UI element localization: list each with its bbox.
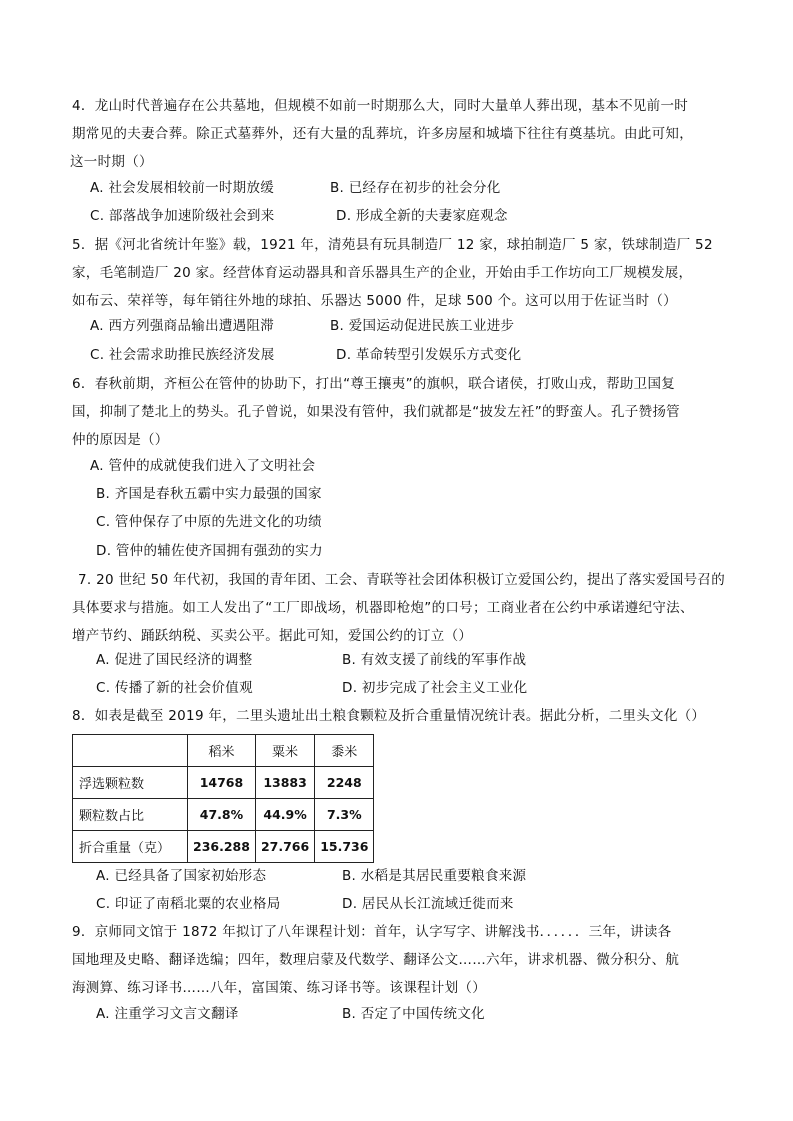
question-8-option-c[interactable]: C. 印证了南稻北粟的农业格局 (96, 896, 281, 912)
question-9-option-a[interactable]: A. 注重学习文言文翻译 (96, 1006, 239, 1022)
table-cell: 27.766 (255, 831, 314, 863)
table-row-label: 颗粒数占比 (73, 799, 188, 831)
question-8-stem (72, 702, 732, 730)
table-cell: 7.3% (315, 799, 374, 831)
question-8-option-b[interactable]: B. 水稻是其居民重要粮食来源 (342, 868, 527, 884)
question-5-stem (72, 231, 732, 315)
question-6-stem (72, 370, 732, 454)
question-6-option-d[interactable]: D. 管仲的辅佐使齐国拥有强劲的实力 (96, 543, 323, 559)
question-4-option-d[interactable]: D. 形成全新的夫妻家庭观念 (336, 208, 508, 224)
question-7-option-b[interactable]: B. 有效支援了前线的军事作战 (342, 652, 527, 668)
table-cell: 13883 (255, 767, 314, 799)
question-5-option-a[interactable]: A. 西方列强商品输出遭遇阻滞 (90, 318, 275, 334)
question-5-line-3: 如布云、荣祥等，每年销往外地的球拍、乐器达 5000 件，足球 500 个。这可以用于佐证当时（） (72, 293, 677, 309)
table-row-label: 折合重量（克） (73, 831, 188, 863)
table-header-broomcorn-millet: 黍米 (315, 735, 374, 767)
question-4-line-1: 4．龙山时代普遍存在公共墓地，但规模不如前一时期那么大，同时大量单人葬出现，基本不见前一时 (72, 98, 689, 114)
question-7-line-1: 7. 20 世纪 50 年代初，我国的青年团、工会、青联等社会团体积极订立爱国公约，提出了落实爱国号召的 (78, 572, 725, 588)
question-7-line-2: 具体要求与措施。如工人发出了“工厂即战场，机器即枪炮”的口号；工商业者在公约中承诺遵纪守法、 (72, 600, 694, 616)
question-7-line-3: 增产节约、踊跃纳税、买卖公平。据此可知，爱国公约的订立（） (72, 628, 473, 644)
question-6-option-c[interactable]: C. 管仲保存了中原的先进文化的功绩 (96, 514, 322, 530)
table-header-row (73, 735, 374, 767)
table-row (73, 767, 374, 799)
question-5-line-2: 家，毛笔制造厂 20 家。经营体育运动器具和音乐器具生产的企业，开始由手工作坊向工厂规模发展， (72, 265, 693, 281)
question-6-line-3: 仲的原因是（） (72, 432, 169, 448)
table-header-corner (73, 735, 188, 767)
question-8-option-a[interactable]: A. 已经具备了国家初始形态 (96, 868, 267, 884)
question-6-line-2: 国，抑制了楚北上的势头。孔子曾说，如果没有管仲，我们就都是“披发左衽”的野蛮人。孔子赞扬管 (72, 404, 680, 420)
question-7-option-a[interactable]: A. 促进了国民经济的调整 (96, 652, 253, 668)
table-row-label: 浮选颗粒数 (73, 767, 188, 799)
table-cell: 44.9% (255, 799, 314, 831)
question-9-line-2: 国地理及史略、翻译选编；四年，数理启蒙及代数学、翻译公文……六年，讲求机器、微分积分、航 (72, 952, 680, 968)
question-7-option-c[interactable]: C. 传播了新的社会价值观 (96, 680, 253, 696)
question-9-option-b[interactable]: B. 否定了中国传统文化 (342, 1006, 485, 1022)
question-6-line-1: 6．春秋前期，齐桓公在管仲的协助下，打出“尊王攘夷”的旗帜，联合诸侯，打败山戎，帮助卫国复 (72, 376, 676, 392)
question-9-line-1: 9．京师同文馆于 1872 年拟订了八年课程计划：首年，认字写字、讲解浅书．．．．．．三年，讲读各 (72, 924, 672, 940)
question-8-option-d[interactable]: D. 居民从长江流域迁徙而来 (342, 896, 514, 912)
question-5-option-b[interactable]: B. 爱国运动促进民族工业进步 (330, 318, 515, 334)
table-cell: 2248 (315, 767, 374, 799)
question-4-line-3: 这一时期（） (70, 154, 153, 170)
table-cell: 14768 (188, 767, 256, 799)
question-5-line-1: 5．据《河北省统计年鉴》载，1921 年，清苑县有玩具制造厂 12 家，球拍制造厂 5 家，铁球制造厂 52 (72, 237, 713, 253)
question-6-option-b[interactable]: B. 齐国是春秋五霸中实力最强的国家 (96, 486, 322, 502)
grain-statistics-table (72, 734, 374, 863)
question-5-option-d[interactable]: D. 革命转型引发娱乐方式变化 (336, 347, 522, 363)
question-4-stem (72, 92, 732, 176)
table-row (73, 799, 374, 831)
question-4-option-b[interactable]: B. 已经存在初步的社会分化 (330, 180, 501, 196)
question-8-line-1: 8．如表是截至 2019 年，二里头遗址出土粮食颗粒及折合重量情况统计表。据此分析，二里头文化（） (72, 708, 706, 724)
question-7-stem (72, 566, 732, 650)
table-cell: 236.288 (188, 831, 256, 863)
question-9-stem (72, 918, 732, 1002)
question-4-option-c[interactable]: C. 部落战争加速阶级社会到来 (90, 208, 275, 224)
table-cell: 15.736 (315, 831, 374, 863)
question-5-option-c[interactable]: C. 社会需求助推民族经济发展 (90, 347, 275, 363)
question-7-option-d[interactable]: D. 初步完成了社会主义工业化 (342, 680, 528, 696)
question-4-line-2: 期常见的夫妻合葬。除正式墓葬外，还有大量的乱葬坑，许多房屋和城墙下往往有奠基坑。由此可知， (72, 126, 693, 142)
table-row (73, 831, 374, 863)
table-header-rice: 稻米 (188, 735, 256, 767)
question-9-line-3: 海测算、练习译书……八年，富国策、练习译书等。该课程计划（） (72, 980, 486, 996)
question-6-option-a[interactable]: A. 管仲的成就使我们进入了文明社会 (90, 458, 316, 474)
table-header-millet: 粟米 (255, 735, 314, 767)
table-cell: 47.8% (188, 799, 256, 831)
question-4-option-a[interactable]: A. 社会发展相较前一时期放缓 (90, 180, 275, 196)
